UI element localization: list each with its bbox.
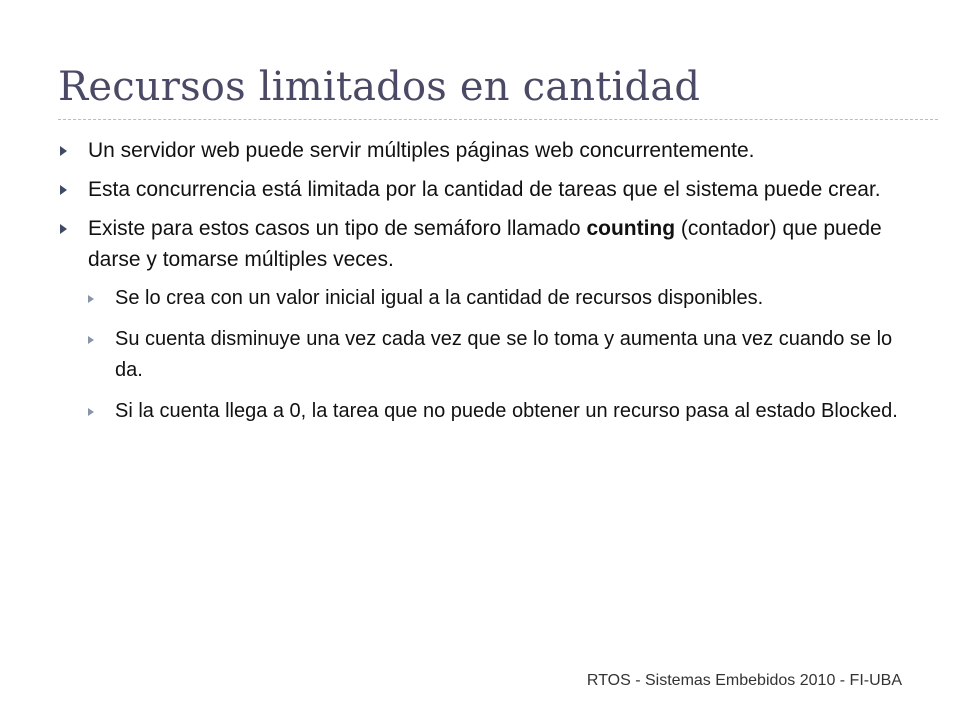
bullet-text-part: Existe para estos casos un tipo de semáforo llamado — [88, 217, 587, 240]
sub-bullet-item — [88, 324, 910, 386]
sub-bullet-text: Se lo crea con un valor inicial igual a la cantidad de recursos disponibles. — [115, 287, 764, 309]
bullet-text — [88, 217, 882, 271]
triangle-right-icon — [88, 396, 94, 427]
slide-content — [60, 135, 910, 437]
triangle-right-icon — [60, 135, 67, 166]
title-divider — [58, 119, 938, 120]
sub-bullet-item — [88, 396, 910, 427]
triangle-right-icon — [60, 213, 67, 244]
slide-footer: RTOS - Sistemas Embebidos 2010 - FI-UBA — [586, 672, 902, 689]
bullet-text: Un servidor web puede servir múltiples páginas web concurrentemente. — [88, 139, 755, 162]
bullet-text: Esta concurrencia está limitada por la cantidad de tareas que el sistema puede crear. — [88, 178, 881, 201]
bullet-item — [60, 213, 910, 275]
sub-bullet-text: Si la cuenta llega a 0, la tarea que no puede obtener un recurso pasa al estado Blocked. — [115, 400, 898, 422]
bullet-item — [60, 174, 910, 205]
slide-title: Recursos limitados en cantidad — [58, 64, 701, 110]
emphasis-term: counting — [586, 217, 676, 240]
sub-bullet-text: Su cuenta disminuye una vez cada vez que se lo toma y aumenta una vez cuando se lo da. — [115, 328, 893, 381]
bullet-item — [60, 135, 910, 166]
triangle-right-icon — [88, 283, 94, 314]
triangle-right-icon — [88, 324, 94, 355]
bullet-text-part: (contador) que puede darse y tomarse múltiples veces. — [88, 217, 882, 271]
triangle-right-icon — [60, 174, 67, 205]
sub-bullet-item — [88, 283, 910, 314]
sub-bullet-list — [88, 283, 910, 427]
